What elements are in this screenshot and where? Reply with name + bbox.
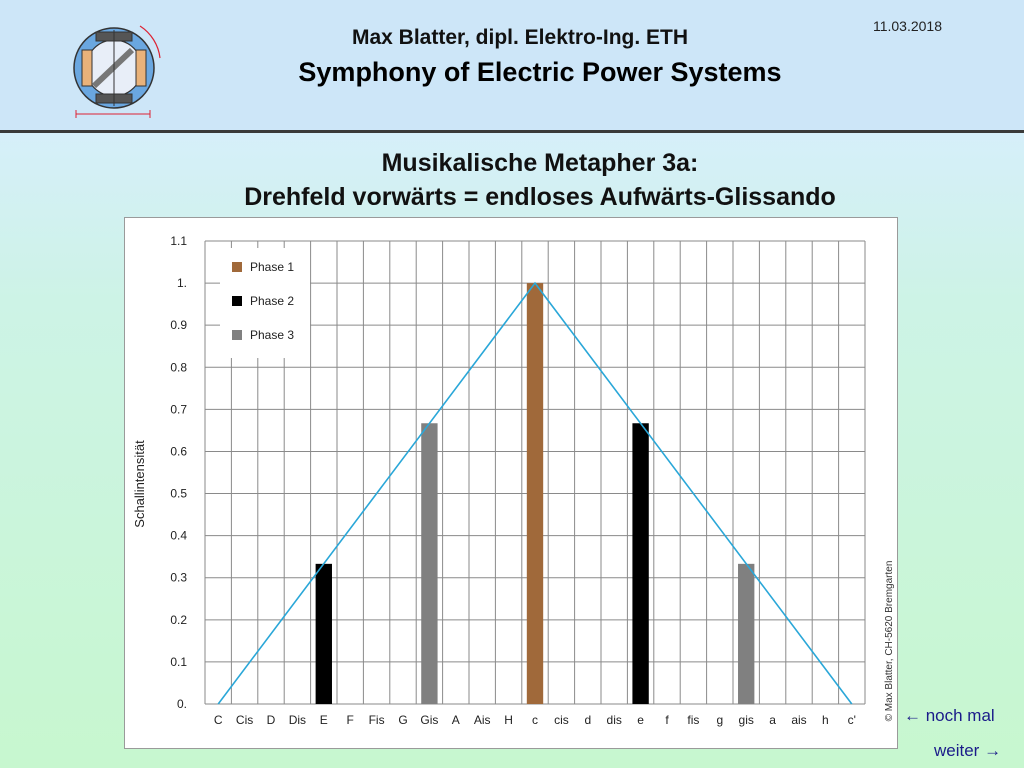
y-tick-label: 0.3 — [170, 570, 187, 585]
x-tick-label: c — [532, 713, 538, 727]
legend-label: Phase 3 — [250, 328, 295, 342]
author-name: Max Blatter, dipl. Elektro-Ing. ETH — [351, 26, 689, 49]
bar-phase-3 — [421, 423, 437, 704]
bar-phase-2 — [316, 564, 332, 704]
x-tick-label: D — [266, 713, 276, 727]
x-tick-label: Dis — [288, 713, 307, 727]
legend-label: Phase 2 — [250, 294, 295, 308]
x-tick-label: Ais — [473, 713, 491, 727]
x-tick-label: A — [451, 713, 460, 727]
y-tick-label: 0.6 — [170, 444, 187, 459]
y-tick-label: 1. — [176, 276, 187, 291]
slide-title-line1: Musikalische Metapher 3a: — [381, 149, 699, 177]
x-tick-label: e — [637, 713, 644, 727]
x-tick-label: d — [584, 713, 592, 727]
y-tick-label: 1.1 — [170, 234, 187, 248]
bar-chart — [125, 218, 897, 748]
slide-title — [60, 146, 1020, 214]
y-tick-label: 0.7 — [170, 402, 187, 417]
x-tick-label: Fis — [368, 713, 385, 727]
x-tick-label: H — [504, 713, 513, 727]
y-axis-label: Schallintensität — [132, 440, 147, 528]
slide-date: 11.03.2018 — [872, 18, 942, 34]
x-tick-label: g — [716, 713, 724, 727]
bar-phase-2 — [632, 423, 648, 704]
x-tick-label: c' — [847, 713, 856, 727]
x-tick-label: ais — [791, 713, 807, 727]
y-tick-label: 0.5 — [170, 486, 187, 501]
x-tick-label: f — [665, 713, 669, 727]
x-tick-label: dis — [606, 713, 622, 727]
y-tick-label: 0.9 — [170, 318, 187, 333]
legend-swatch — [232, 330, 242, 340]
y-tick-label: 0.1 — [170, 654, 187, 669]
y-tick-label: 0.4 — [170, 528, 187, 543]
y-tick-label: 0.8 — [170, 360, 187, 375]
x-tick-label: F — [346, 713, 354, 727]
x-tick-label: Cis — [235, 713, 254, 727]
x-tick-label: C — [213, 713, 223, 727]
chart-container — [124, 217, 898, 749]
series-title: Symphony of Electric Power Systems — [298, 57, 782, 87]
next-link[interactable]: weiter → — [934, 741, 1002, 760]
legend-swatch — [232, 296, 242, 306]
x-tick-label: gis — [738, 713, 754, 727]
repeat-link[interactable]: ← noch mal — [904, 706, 995, 725]
motor-cross-section-icon — [68, 10, 172, 130]
x-tick-label: E — [319, 713, 328, 727]
legend-swatch — [232, 262, 242, 272]
x-tick-label: h — [822, 713, 829, 727]
legend-label: Phase 1 — [250, 260, 295, 274]
y-tick-label: 0.2 — [170, 612, 187, 627]
copyright-notice: © Max Blatter, CH-5620 Bremgarten — [884, 560, 895, 722]
x-tick-label: cis — [554, 713, 569, 727]
slide-header — [0, 0, 1024, 133]
slide-title-line2: Drehfeld vorwärts = endloses Aufwärts-Glissando — [244, 183, 836, 211]
bar-phase-3 — [738, 564, 754, 704]
x-tick-label: G — [398, 713, 408, 727]
x-tick-label: Gis — [420, 713, 439, 727]
y-tick-label: 0. — [176, 697, 187, 711]
x-tick-label: fis — [687, 713, 700, 727]
x-tick-label: a — [769, 713, 776, 727]
bar-phase-1 — [527, 283, 543, 704]
